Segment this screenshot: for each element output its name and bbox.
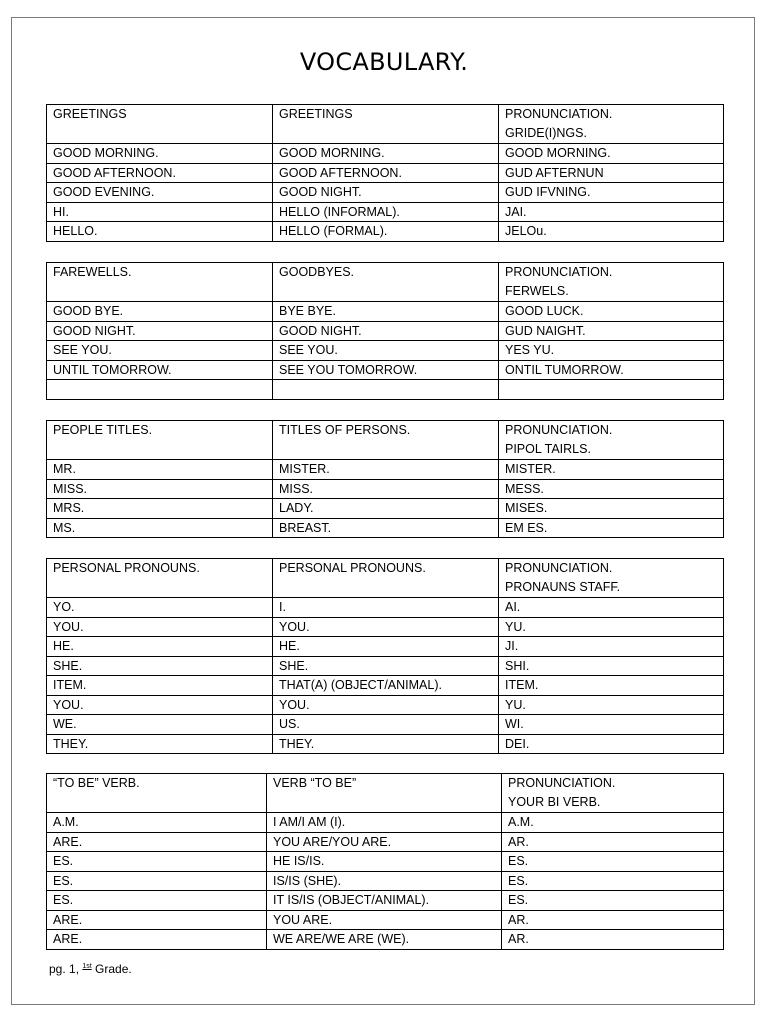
table-row bbox=[47, 163, 724, 183]
table-cell: SEE YOU. bbox=[273, 341, 499, 361]
header-label: PRONUNCIATION. bbox=[505, 561, 613, 575]
table-row bbox=[47, 891, 724, 911]
table-cell: GOOD NIGHT. bbox=[47, 321, 273, 341]
table-row bbox=[47, 871, 724, 891]
table-cell: GOOD AFTERNOON. bbox=[47, 163, 273, 183]
table-cell: AR. bbox=[502, 832, 724, 852]
table-cell: HE. bbox=[47, 637, 273, 657]
table-cell: I AM/I AM (I). bbox=[267, 813, 502, 833]
table-cell: MISES. bbox=[499, 499, 724, 519]
header-label: PERSONAL PRONOUNS. bbox=[53, 561, 200, 575]
table-cell: YOU ARE/YOU ARE. bbox=[267, 832, 502, 852]
table-cell: UNTIL TOMORROW. bbox=[47, 360, 273, 380]
table-cell: WE. bbox=[47, 715, 273, 735]
table-cell: MISS. bbox=[273, 479, 499, 499]
table-cell: YOU ARE. bbox=[267, 910, 502, 930]
table-row bbox=[47, 321, 724, 341]
footer-prefix: pg. 1, bbox=[49, 962, 83, 976]
header-cell bbox=[47, 263, 273, 302]
table-row bbox=[47, 360, 724, 380]
table-row bbox=[47, 832, 724, 852]
table-row bbox=[47, 460, 724, 480]
table-cell: ES. bbox=[47, 871, 267, 891]
table-row bbox=[47, 617, 724, 637]
table-cell: IT IS/IS (OBJECT/ANIMAL). bbox=[267, 891, 502, 911]
table-cell: YOU. bbox=[273, 695, 499, 715]
table-row bbox=[47, 499, 724, 519]
table-cell: ARE. bbox=[47, 930, 267, 950]
table-row bbox=[47, 734, 724, 754]
personal-pronouns-table bbox=[46, 558, 724, 754]
table-cell bbox=[499, 380, 724, 400]
table-cell: WE ARE/WE ARE (WE). bbox=[267, 930, 502, 950]
table-row bbox=[47, 202, 724, 222]
table-cell: HI. bbox=[47, 202, 273, 222]
table-cell: JELOu. bbox=[499, 222, 724, 242]
header-sublabel: FERWELS. bbox=[505, 284, 569, 298]
table-cell: GOOD AFTERNOON. bbox=[273, 163, 499, 183]
header-label: PRONUNCIATION. bbox=[505, 107, 613, 121]
table-cell: SHE. bbox=[273, 656, 499, 676]
table-header-row bbox=[47, 421, 724, 460]
header-cell bbox=[273, 263, 499, 302]
header-cell bbox=[499, 105, 724, 144]
header-cell bbox=[267, 774, 502, 813]
table-cell: ITEM. bbox=[47, 676, 273, 696]
table-cell: AR. bbox=[502, 910, 724, 930]
header-cell bbox=[47, 774, 267, 813]
table-cell: A.M. bbox=[47, 813, 267, 833]
table-cell: SEE YOU TOMORROW. bbox=[273, 360, 499, 380]
page-footer bbox=[49, 962, 132, 976]
table-header-row bbox=[47, 774, 724, 813]
header-label: GOODBYES. bbox=[279, 265, 355, 279]
table-cell: DEI. bbox=[499, 734, 724, 754]
header-label: PERSONAL PRONOUNS. bbox=[279, 561, 426, 575]
table-cell: A.M. bbox=[502, 813, 724, 833]
table-header-row bbox=[47, 559, 724, 598]
table-row bbox=[47, 910, 724, 930]
table-cell: MRS. bbox=[47, 499, 273, 519]
header-cell bbox=[273, 559, 499, 598]
header-label: PRONUNCIATION. bbox=[505, 265, 613, 279]
table-cell: ES. bbox=[502, 852, 724, 872]
header-cell bbox=[47, 421, 273, 460]
table-cell: THAT(A) (OBJECT/ANIMAL). bbox=[273, 676, 499, 696]
table-cell: ITEM. bbox=[499, 676, 724, 696]
header-sublabel: GRIDE(I)NGS. bbox=[505, 126, 587, 140]
table-row bbox=[47, 813, 724, 833]
table-cell: GOOD MORNING. bbox=[499, 144, 724, 164]
table-cell: HELLO (FORMAL). bbox=[273, 222, 499, 242]
table-cell: IS/IS (SHE). bbox=[267, 871, 502, 891]
table-cell bbox=[273, 380, 499, 400]
table-row bbox=[47, 676, 724, 696]
table-cell: SHE. bbox=[47, 656, 273, 676]
table-row bbox=[47, 302, 724, 322]
footer-superscript: 1st bbox=[82, 963, 92, 970]
header-sublabel: PRONAUNS STAFF. bbox=[505, 580, 621, 594]
header-cell bbox=[502, 774, 724, 813]
table-cell: ES. bbox=[502, 871, 724, 891]
table-cell: JAI. bbox=[499, 202, 724, 222]
table-cell: MISS. bbox=[47, 479, 273, 499]
table-cell: BREAST. bbox=[273, 518, 499, 538]
table-cell: AI. bbox=[499, 598, 724, 618]
header-cell bbox=[273, 421, 499, 460]
table-cell: GUD NAIGHT. bbox=[499, 321, 724, 341]
to-be-verb-table bbox=[46, 773, 724, 950]
header-label: GREETINGS bbox=[53, 107, 127, 121]
table-cell: GUD IFVNING. bbox=[499, 183, 724, 203]
table-cell: SEE YOU. bbox=[47, 341, 273, 361]
table-cell: ARE. bbox=[47, 910, 267, 930]
table-cell: MR. bbox=[47, 460, 273, 480]
table-row bbox=[47, 852, 724, 872]
table-row bbox=[47, 183, 724, 203]
table-cell: WI. bbox=[499, 715, 724, 735]
table-row bbox=[47, 656, 724, 676]
table-cell: THEY. bbox=[273, 734, 499, 754]
table-cell: YES YU. bbox=[499, 341, 724, 361]
header-cell bbox=[273, 105, 499, 144]
table-cell: YOU. bbox=[273, 617, 499, 637]
table-cell: GOOD MORNING. bbox=[273, 144, 499, 164]
document-title: VOCABULARY. bbox=[299, 48, 469, 76]
people-titles-table bbox=[46, 420, 724, 538]
table-cell: GOOD NIGHT. bbox=[273, 183, 499, 203]
header-cell bbox=[499, 421, 724, 460]
table-cell: SHI. bbox=[499, 656, 724, 676]
table-header-row bbox=[47, 263, 724, 302]
table-cell: MISTER. bbox=[499, 460, 724, 480]
table-cell: GOOD MORNING. bbox=[47, 144, 273, 164]
table-cell: GOOD NIGHT. bbox=[273, 321, 499, 341]
table-row bbox=[47, 341, 724, 361]
header-cell bbox=[47, 105, 273, 144]
header-label: PRONUNCIATION. bbox=[505, 423, 613, 437]
table-row bbox=[47, 695, 724, 715]
table-row bbox=[47, 598, 724, 618]
table-cell bbox=[47, 380, 273, 400]
header-label: TITLES OF PERSONS. bbox=[279, 423, 411, 437]
table-cell: HELLO. bbox=[47, 222, 273, 242]
table-cell: JI. bbox=[499, 637, 724, 657]
table-cell: GOOD EVENING. bbox=[47, 183, 273, 203]
table-row bbox=[47, 222, 724, 242]
table-row bbox=[47, 930, 724, 950]
table-cell: GUD AFTERNUN bbox=[499, 163, 724, 183]
table-header-row bbox=[47, 105, 724, 144]
footer-suffix: Grade. bbox=[91, 962, 132, 976]
header-label: FAREWELLS. bbox=[53, 265, 132, 279]
table-cell: YU. bbox=[499, 617, 724, 637]
greetings-table bbox=[46, 104, 724, 242]
table-row bbox=[47, 637, 724, 657]
table-row bbox=[47, 144, 724, 164]
table-cell: ES. bbox=[47, 852, 267, 872]
table-cell: ES. bbox=[502, 891, 724, 911]
table-cell: US. bbox=[273, 715, 499, 735]
table-cell: YOU. bbox=[47, 617, 273, 637]
header-label: PEOPLE TITLES. bbox=[53, 423, 153, 437]
table-cell: ONTIL TUMORROW. bbox=[499, 360, 724, 380]
table-cell: THEY. bbox=[47, 734, 273, 754]
table-cell: ES. bbox=[47, 891, 267, 911]
table-cell: YO. bbox=[47, 598, 273, 618]
table-cell: HE IS/IS. bbox=[267, 852, 502, 872]
header-cell bbox=[499, 559, 724, 598]
table-cell: I. bbox=[273, 598, 499, 618]
farewells-table bbox=[46, 262, 724, 400]
header-cell bbox=[47, 559, 273, 598]
table-cell: YU. bbox=[499, 695, 724, 715]
header-sublabel: YOUR BI VERB. bbox=[508, 795, 601, 809]
table-cell: MISTER. bbox=[273, 460, 499, 480]
table-row bbox=[47, 380, 724, 400]
table-cell: LADY. bbox=[273, 499, 499, 519]
header-label: “TO BE” VERB. bbox=[53, 776, 140, 790]
table-row bbox=[47, 715, 724, 735]
table-cell: MESS. bbox=[499, 479, 724, 499]
table-cell: GOOD BYE. bbox=[47, 302, 273, 322]
table-cell: AR. bbox=[502, 930, 724, 950]
table-cell: BYE BYE. bbox=[273, 302, 499, 322]
header-label: GREETINGS bbox=[279, 107, 353, 121]
table-cell: MS. bbox=[47, 518, 273, 538]
table-row bbox=[47, 518, 724, 538]
table-cell: HE. bbox=[273, 637, 499, 657]
header-label: VERB “TO BE” bbox=[273, 776, 357, 790]
table-cell: YOU. bbox=[47, 695, 273, 715]
header-cell bbox=[499, 263, 724, 302]
header-sublabel: PIPOL TAIRLS. bbox=[505, 442, 591, 456]
table-cell: ARE. bbox=[47, 832, 267, 852]
table-row bbox=[47, 479, 724, 499]
table-cell: GOOD LUCK. bbox=[499, 302, 724, 322]
table-cell: EM ES. bbox=[499, 518, 724, 538]
header-label: PRONUNCIATION. bbox=[508, 776, 616, 790]
table-cell: HELLO (INFORMAL). bbox=[273, 202, 499, 222]
